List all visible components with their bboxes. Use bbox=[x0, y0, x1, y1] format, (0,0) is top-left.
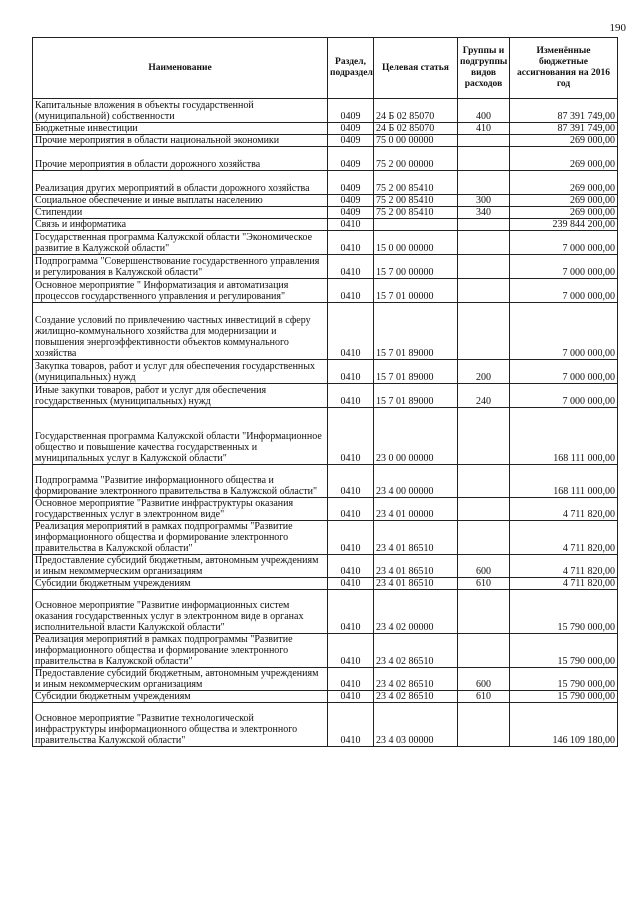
row-group-cell bbox=[458, 171, 510, 195]
row-amount-cell: 7 000 000,00 bbox=[510, 384, 618, 408]
row-group-cell bbox=[458, 465, 510, 498]
row-amount-cell: 7 000 000,00 bbox=[510, 231, 618, 255]
table-row bbox=[33, 590, 618, 634]
row-name-cell: Связь и информатика bbox=[33, 219, 328, 231]
row-group-cell bbox=[458, 147, 510, 171]
page-number: 190 bbox=[609, 22, 626, 34]
row-amount-cell: 269 000,00 bbox=[510, 135, 618, 147]
row-article-cell: 23 4 01 86510 bbox=[374, 578, 458, 590]
row-section-cell: 0410 bbox=[328, 555, 374, 578]
row-article-cell: 75 2 00 85410 bbox=[374, 171, 458, 195]
row-name-cell: Иные закупки товаров, работ и услуг для обеспечения государственных (муниципальных) нужд bbox=[33, 384, 328, 408]
row-name-cell: Реализация мероприятий в рамках подпрограммы "Развитие информационного общества и формирование электронного правительства в Калужской области" bbox=[33, 634, 328, 668]
row-article-cell: 23 4 02 86510 bbox=[374, 634, 458, 668]
row-section-cell: 0410 bbox=[328, 634, 374, 668]
row-amount-cell: 15 790 000,00 bbox=[510, 590, 618, 634]
row-amount-cell: 269 000,00 bbox=[510, 171, 618, 195]
row-group-cell bbox=[458, 703, 510, 747]
row-name-cell: Основное мероприятие " Информатизация и автоматизация процессов государственного управления и регулирования" bbox=[33, 279, 328, 303]
header-name: Наименование bbox=[33, 38, 328, 99]
table-row bbox=[33, 195, 618, 207]
row-group-cell: 400 bbox=[458, 99, 510, 123]
row-article-cell: 15 7 01 89000 bbox=[374, 360, 458, 384]
table-row bbox=[33, 255, 618, 279]
row-name-cell: Подпрограмма "Развитие информационного общества и формирование электронного правительства в Калужской области" bbox=[33, 465, 328, 498]
row-amount-cell: 87 391 749,00 bbox=[510, 99, 618, 123]
row-group-cell bbox=[458, 255, 510, 279]
row-article-cell: 15 7 01 89000 bbox=[374, 384, 458, 408]
row-amount-cell: 4 711 820,00 bbox=[510, 498, 618, 521]
row-article-cell bbox=[374, 219, 458, 231]
row-section-cell: 0410 bbox=[328, 668, 374, 691]
row-article-cell: 75 2 00 85410 bbox=[374, 207, 458, 219]
row-amount-cell: 4 711 820,00 bbox=[510, 521, 618, 555]
row-amount-cell: 269 000,00 bbox=[510, 207, 618, 219]
row-name-cell: Субсидии бюджетным учреждениям bbox=[33, 691, 328, 703]
row-section-cell: 0409 bbox=[328, 147, 374, 171]
budget-table bbox=[32, 37, 618, 747]
row-section-cell: 0410 bbox=[328, 384, 374, 408]
row-name-cell: Основное мероприятие "Развитие информационных систем оказания государственных услуг в электронном виде в органах исполнительной власти Калужской области" bbox=[33, 590, 328, 634]
table-row bbox=[33, 147, 618, 171]
row-group-cell bbox=[458, 521, 510, 555]
row-article-cell: 23 4 01 86510 bbox=[374, 521, 458, 555]
table-row bbox=[33, 691, 618, 703]
row-section-cell: 0410 bbox=[328, 255, 374, 279]
row-article-cell: 23 4 02 86510 bbox=[374, 691, 458, 703]
row-section-cell: 0410 bbox=[328, 465, 374, 498]
header-section: Раздел, подраздел bbox=[328, 38, 374, 99]
row-name-cell: Основное мероприятие "Развитие технологической инфраструктуры информационного общества и электронного правительства Калужской области" bbox=[33, 703, 328, 747]
row-section-cell: 0410 bbox=[328, 279, 374, 303]
table-row bbox=[33, 521, 618, 555]
row-section-cell: 0409 bbox=[328, 99, 374, 123]
row-name-cell: Прочие мероприятия в области дорожного хозяйства bbox=[33, 147, 328, 171]
row-article-cell: 23 4 02 00000 bbox=[374, 590, 458, 634]
row-amount-cell: 7 000 000,00 bbox=[510, 279, 618, 303]
row-section-cell: 0410 bbox=[328, 303, 374, 360]
table-header-row bbox=[33, 38, 618, 99]
row-section-cell: 0410 bbox=[328, 590, 374, 634]
row-name-cell: Реализация других мероприятий в области дорожного хозяйства bbox=[33, 171, 328, 195]
row-section-cell: 0410 bbox=[328, 360, 374, 384]
row-group-cell bbox=[458, 135, 510, 147]
row-article-cell: 75 0 00 00000 bbox=[374, 135, 458, 147]
header-groups: Группы и подгруппы видов расходов bbox=[458, 38, 510, 99]
row-name-cell: Социальное обеспечение и иные выплаты населению bbox=[33, 195, 328, 207]
row-group-cell bbox=[458, 408, 510, 465]
row-name-cell: Государственная программа Калужской области "Информационное общество и повышение качества государственных и муниципальных услуг в Калужской области" bbox=[33, 408, 328, 465]
row-section-cell: 0409 bbox=[328, 195, 374, 207]
row-name-cell: Капитальные вложения в объекты государственной (муниципальной) собственности bbox=[33, 99, 328, 123]
row-section-cell: 0410 bbox=[328, 231, 374, 255]
table-row bbox=[33, 498, 618, 521]
row-amount-cell: 15 790 000,00 bbox=[510, 691, 618, 703]
row-name-cell: Предоставление субсидий бюджетным, автономным учреждениям и иным некоммерческим организациям bbox=[33, 668, 328, 691]
row-article-cell: 23 4 01 86510 bbox=[374, 555, 458, 578]
table-body bbox=[33, 99, 618, 747]
row-amount-cell: 4 711 820,00 bbox=[510, 555, 618, 578]
row-amount-cell: 269 000,00 bbox=[510, 195, 618, 207]
row-name-cell: Бюджетные инвестиции bbox=[33, 123, 328, 135]
row-article-cell: 15 7 00 00000 bbox=[374, 255, 458, 279]
row-amount-cell: 7 000 000,00 bbox=[510, 303, 618, 360]
table-row bbox=[33, 219, 618, 231]
row-section-cell: 0410 bbox=[328, 498, 374, 521]
table-row bbox=[33, 207, 618, 219]
row-amount-cell: 7 000 000,00 bbox=[510, 255, 618, 279]
row-article-cell: 23 4 03 00000 bbox=[374, 703, 458, 747]
table-row bbox=[33, 668, 618, 691]
row-amount-cell: 4 711 820,00 bbox=[510, 578, 618, 590]
row-group-cell bbox=[458, 231, 510, 255]
row-section-cell: 0409 bbox=[328, 171, 374, 195]
row-article-cell: 23 4 02 86510 bbox=[374, 668, 458, 691]
row-section-cell: 0410 bbox=[328, 703, 374, 747]
row-name-cell: Закупка товаров, работ и услуг для обеспечения государственных (муниципальных) нужд bbox=[33, 360, 328, 384]
row-article-cell: 15 7 01 89000 bbox=[374, 303, 458, 360]
row-article-cell: 15 7 01 00000 bbox=[374, 279, 458, 303]
row-article-cell: 23 4 01 00000 bbox=[374, 498, 458, 521]
table-row bbox=[33, 171, 618, 195]
row-article-cell: 15 0 00 00000 bbox=[374, 231, 458, 255]
table-row bbox=[33, 384, 618, 408]
row-group-cell bbox=[458, 498, 510, 521]
row-name-cell: Прочие мероприятия в области национальной экономики bbox=[33, 135, 328, 147]
row-section-cell: 0410 bbox=[328, 408, 374, 465]
row-name-cell: Предоставление субсидий бюджетным, автономным учреждениям и иным некоммерческим организациям bbox=[33, 555, 328, 578]
row-amount-cell: 168 111 000,00 bbox=[510, 465, 618, 498]
table-row bbox=[33, 135, 618, 147]
header-amount: Изменённые бюджетные ассигнования на 2016 год bbox=[510, 38, 618, 99]
row-amount-cell: 269 000,00 bbox=[510, 147, 618, 171]
table-row bbox=[33, 408, 618, 465]
row-article-cell: 23 0 00 00000 bbox=[374, 408, 458, 465]
row-name-cell: Подпрограмма "Совершенствование государственного управления и регулирования в Калужской области" bbox=[33, 255, 328, 279]
row-section-cell: 0410 bbox=[328, 691, 374, 703]
row-group-cell bbox=[458, 590, 510, 634]
row-group-cell bbox=[458, 279, 510, 303]
row-article-cell: 75 2 00 00000 bbox=[374, 147, 458, 171]
row-article-cell: 24 Б 02 85070 bbox=[374, 99, 458, 123]
row-amount-cell: 87 391 749,00 bbox=[510, 123, 618, 135]
row-group-cell: 340 bbox=[458, 207, 510, 219]
row-group-cell bbox=[458, 634, 510, 668]
row-section-cell: 0410 bbox=[328, 521, 374, 555]
table-row bbox=[33, 703, 618, 747]
row-amount-cell: 168 111 000,00 bbox=[510, 408, 618, 465]
row-name-cell: Субсидии бюджетным учреждениям bbox=[33, 578, 328, 590]
row-section-cell: 0410 bbox=[328, 219, 374, 231]
row-section-cell: 0410 bbox=[328, 578, 374, 590]
row-amount-cell: 146 109 180,00 bbox=[510, 703, 618, 747]
row-group-cell: 240 bbox=[458, 384, 510, 408]
row-article-cell: 24 Б 02 85070 bbox=[374, 123, 458, 135]
row-name-cell: Государственная программа Калужской области "Экономическое развитие в Калужской области" bbox=[33, 231, 328, 255]
table-row bbox=[33, 360, 618, 384]
row-amount-cell: 15 790 000,00 bbox=[510, 634, 618, 668]
row-group-cell: 610 bbox=[458, 578, 510, 590]
row-amount-cell: 15 790 000,00 bbox=[510, 668, 618, 691]
row-group-cell: 200 bbox=[458, 360, 510, 384]
table-row bbox=[33, 279, 618, 303]
row-name-cell: Стипендии bbox=[33, 207, 328, 219]
row-section-cell: 0409 bbox=[328, 207, 374, 219]
table-row bbox=[33, 303, 618, 360]
row-amount-cell: 239 844 200,00 bbox=[510, 219, 618, 231]
table-row bbox=[33, 123, 618, 135]
row-name-cell: Создание условий по привлечению частных инвестиций в сферу жилищно-коммунального хозяйства для модернизации и повышения энергоэффективности объектов коммунального хозяйства bbox=[33, 303, 328, 360]
row-name-cell: Реализация мероприятий в рамках подпрограммы "Развитие информационного общества и формирование электронного правительства в Калужской области" bbox=[33, 521, 328, 555]
row-article-cell: 23 4 00 00000 bbox=[374, 465, 458, 498]
row-section-cell: 0409 bbox=[328, 135, 374, 147]
row-group-cell: 410 bbox=[458, 123, 510, 135]
row-group-cell: 600 bbox=[458, 668, 510, 691]
table-row bbox=[33, 99, 618, 123]
header-article: Целевая статья bbox=[374, 38, 458, 99]
table-row bbox=[33, 465, 618, 498]
row-name-cell: Основное мероприятие "Развитие инфраструктуры оказания государственных услуг в электронном виде" bbox=[33, 498, 328, 521]
row-group-cell: 600 bbox=[458, 555, 510, 578]
row-group-cell bbox=[458, 219, 510, 231]
table-row bbox=[33, 634, 618, 668]
row-group-cell bbox=[458, 303, 510, 360]
row-section-cell: 0409 bbox=[328, 123, 374, 135]
row-group-cell: 300 bbox=[458, 195, 510, 207]
table-row bbox=[33, 578, 618, 590]
row-article-cell: 75 2 00 85410 bbox=[374, 195, 458, 207]
table-row bbox=[33, 555, 618, 578]
row-group-cell: 610 bbox=[458, 691, 510, 703]
row-amount-cell: 7 000 000,00 bbox=[510, 360, 618, 384]
table-row bbox=[33, 231, 618, 255]
